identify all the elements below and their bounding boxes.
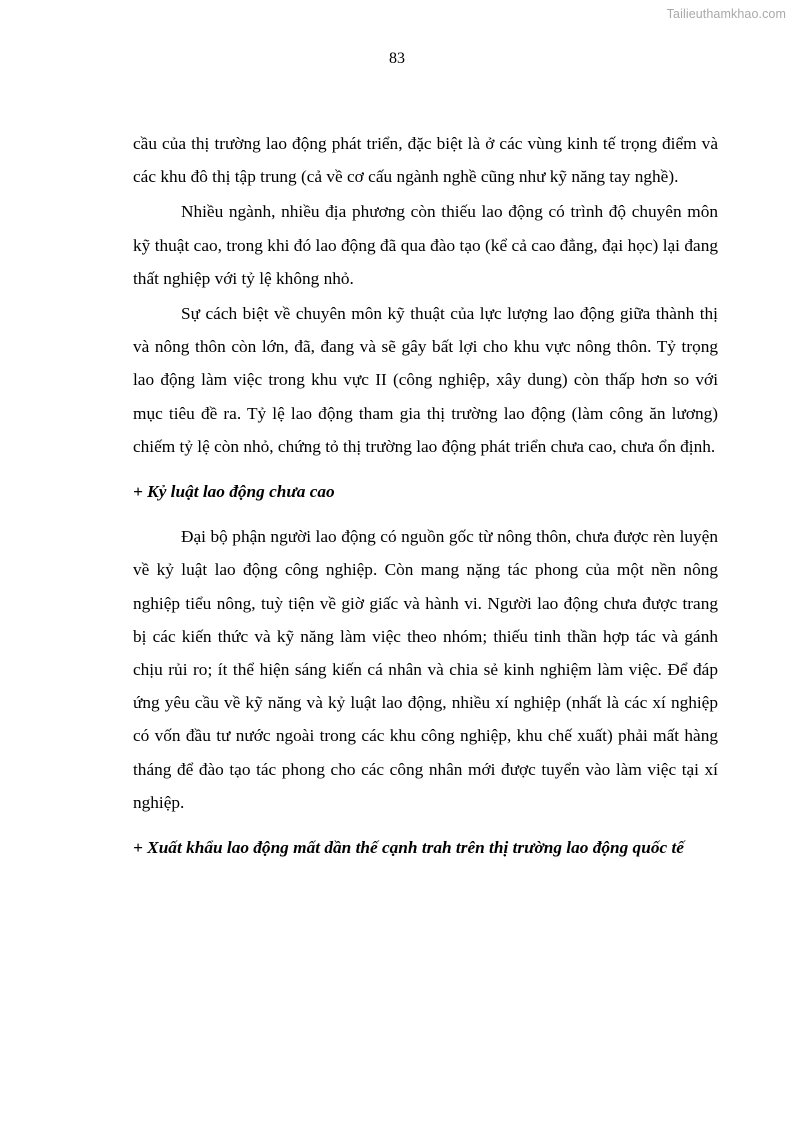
paragraph-skill-shortage: Nhiều ngành, nhiều địa phương còn thiếu lao động có trình độ chuyên môn kỹ thuật cao, trong khi đó lao động đã qua đào tạo (kể cả cao đẳng, đại học) lại đang thất nghiệp với tỷ lệ không nhỏ.	[133, 202, 718, 288]
page-number: 83	[389, 50, 405, 67]
section-heading-discipline: + Kỷ luật lao động chưa cao	[133, 482, 335, 502]
paragraph-continuation: cầu của thị trường lao động phát triển, đặc biệt là ở các vùng kinh tế trọng điểm và các khu đô thị tập trung (cả về cơ cấu ngành nghề cũng như kỹ năng tay nghề).	[133, 134, 718, 187]
paragraph-urban-rural-gap: Sự cách biệt về chuyên môn kỹ thuật của lực lượng lao động giữa thành thị và nông thôn còn lớn, đã, đang và sẽ gây bất lợi cho khu vực nông thôn. Tỷ trọng lao động làm việc trong khu vực II (công nghiệp, xây dung) còn thấp hơn so với mục tiêu đề ra. Tỷ lệ lao động tham gia thị trường lao động (làm công ăn lương) chiếm tỷ lệ còn nhỏ, chứng tỏ thị trường lao động phát triển chưa cao, chưa ổn định.	[133, 304, 718, 456]
document-body	[133, 127, 718, 866]
section-heading-labor-export: + Xuất khẩu lao động mất dần thế cạnh trah trên thị trường lao động quốc tế	[133, 838, 684, 858]
watermark: Tailieuthamkhao.com	[666, 7, 786, 21]
paragraph-discipline: Đại bộ phận người lao động có nguồn gốc từ nông thôn, chưa được rèn luyện về kỷ luật lao động công nghiệp. Còn mang nặng tác phong của một nền nông nghiệp tiểu nông, tuỳ tiện về giờ giấc và hành vi. Người lao động chưa được trang bị các kiến thức và kỹ năng làm việc theo nhóm; thiếu tinh thần hợp tác và gánh chịu rủi ro; ít thể hiện sáng kiến cá nhân và chia sẻ kinh nghiệm làm việc. Để đáp ứng yêu cầu về kỹ năng và kỷ luật lao động, nhiều xí nghiệp (nhất là các xí nghiệp có vốn đầu tư nước ngoài trong các khu công nghiệp, khu chế xuất) phải mất hàng tháng để đào tạo tác phong cho các công nhân mới được tuyển vào làm việc tại xí nghiệp.	[133, 527, 718, 812]
